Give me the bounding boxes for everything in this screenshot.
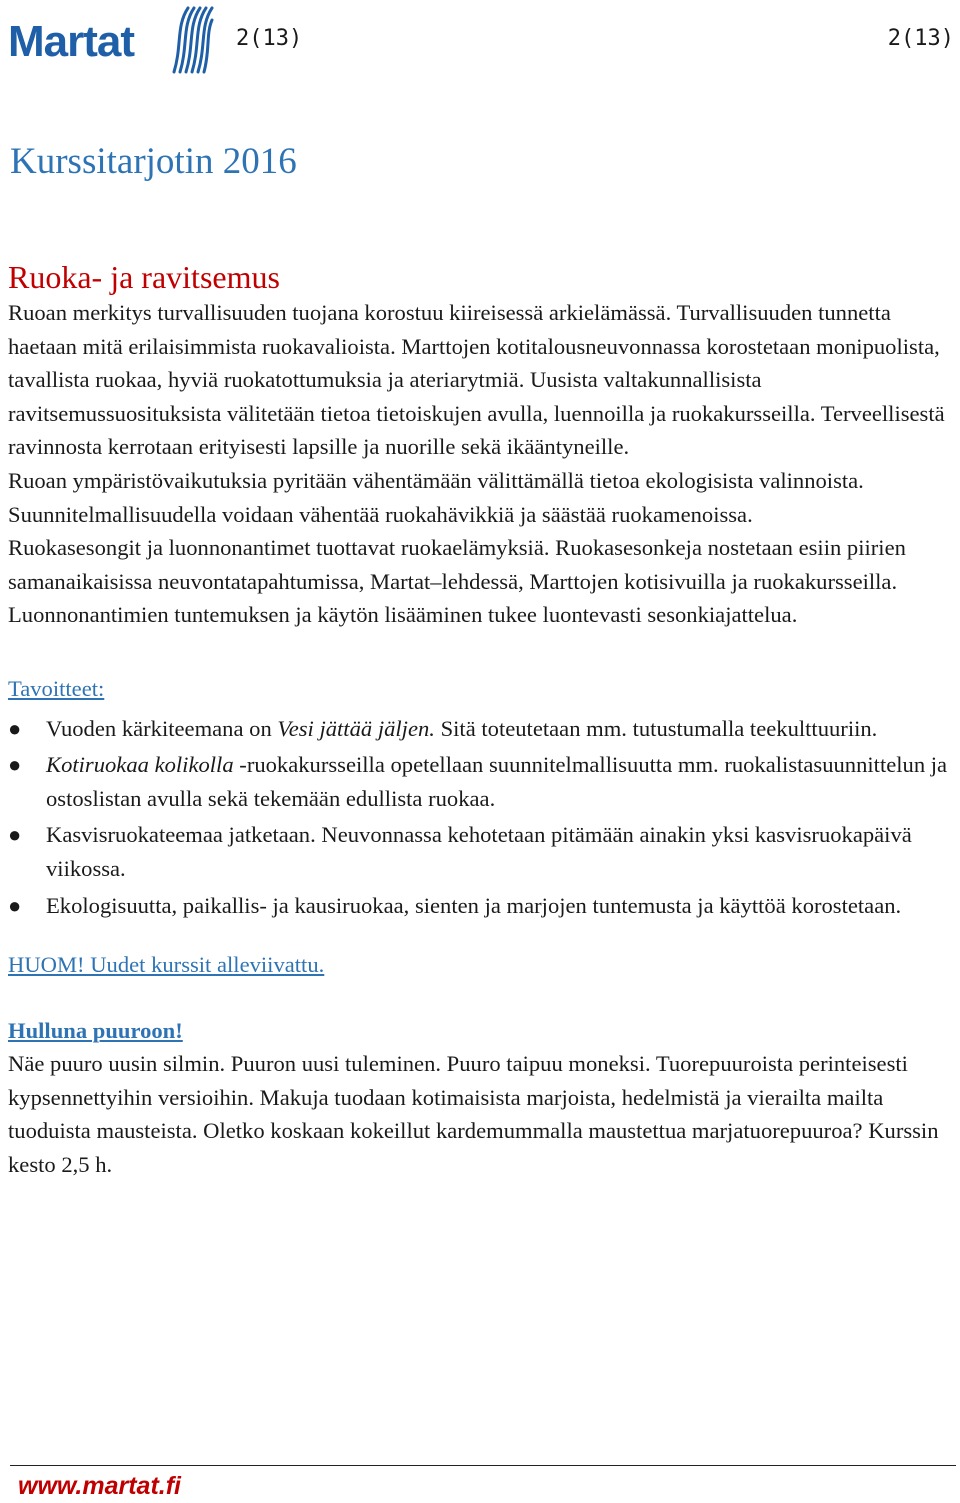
bullet-icon: ● [8, 752, 22, 778]
page-number: 2(13) [887, 26, 954, 51]
goal-text: Kasvisruokateemaa jatketaan. Neuvonnassa kehotetaan pitämään ainakin yksi kasvisruokapäivä viikossa. [46, 822, 912, 881]
list-item [8, 748, 948, 815]
course-title: Hulluna puuroon! [8, 1017, 183, 1043]
bullet-icon: ● [8, 715, 22, 741]
bullet-icon: ● [8, 822, 22, 848]
seasons-paragraph: Ruokasesongit ja luonnonantimet tuottavat ruokaelämyksiä. Ruokasesonkeja nostetaan esiin piirien samanaikaisissa neuvontatapahtumissa, Martat–lehdessä, Marttojen kotisivuilla ja ruokakursseilla. Luonnonantimien tuntemuksen ja käytön lisääminen tukee luontevasti sesonkiajattelua. [8, 535, 906, 628]
goal-text: Vuoden kärkiteemana on [46, 715, 278, 741]
list-item [8, 889, 948, 923]
goal-theme: Vesi jättää jäljen. [277, 715, 435, 741]
goal-course-name: Kotiruokaa kolikolla [46, 752, 234, 778]
list-item [8, 712, 948, 746]
logo-mark-icon [168, 6, 214, 74]
bullet-icon: ● [8, 892, 22, 918]
goal-text: Sitä toteutetaan mm. tutustumalla teekulttuuriin. [434, 715, 878, 741]
course-description: Näe puuro uusin silmin. Puuron uusi tuleminen. Puuro taipuu moneksi. Tuorepuuroista perinteisesti kypsennettyihin versioihin. Makuja tuodaan kotimaisista marjoista, hedelmistä ja vierailta mailta tuoduista mausteista. Oletko koskaan kokeillut kardemummalla maustettua marjatuorepuuroa? Kurssin kesto 2,5 h. [8, 1051, 939, 1178]
new-courses-note: HUOM! Uudet kurssit alleviivattu. [8, 952, 325, 978]
goal-text: Ekologisuutta, paikallis- ja kausiruokaa, sienten ja marjojen tuntemusta ja käyttöä korostetaan. [46, 892, 902, 918]
footer-website-link[interactable]: www.martat.fi [18, 1472, 181, 1500]
list-item [8, 818, 948, 885]
goal-text: -ruokakursseilla opetellaan suunnitelmallisuutta mm. ruokalistasuunnittelun ja ostoslistan avulla sekä tekemään edullista ruokaa. [46, 752, 948, 811]
document-title: Kurssitarjotin 2016 [10, 141, 297, 182]
footer-divider [10, 1465, 956, 1466]
goals-heading: Tavoitteet: [8, 675, 105, 701]
main-content [8, 258, 948, 1182]
page-number: 2(13) [236, 26, 303, 51]
logo-text: Martat [8, 17, 135, 66]
martat-logo [8, 6, 208, 74]
section-title: Ruoka- ja ravitsemus [8, 259, 280, 295]
goals-list [8, 712, 948, 923]
environment-paragraph: Ruoan ympäristövaikutuksia pyritään vähentämään välittämällä tietoa ekologisista valinnoista. Suunnitelmallisuudella voidaan vähentää ruokahävikkiä ja säästää ruokamenoissa. [8, 467, 864, 527]
intro-paragraph: Ruoan merkitys turvallisuuden tuojana korostuu kiireisessä arkielämässä. Turvallisuuden tunnetta haetaan mitä erilaisimmista ruokavalioista. Marttojen kotitalousneuvonnassa korostetaan monipuolista, tavallista ruokaa, hyviä ruokatottumuksia ja ateriarytmiä. Uusista valtakunnallisista ravitsemussuosituksista välitetään tietoa tietoiskujen avulla, luennoilla ja ruokakursseilla. Terveellisestä ravinnosta kerrotaan erityisesti lapsille ja nuorille sekä ikääntyneille. [8, 300, 945, 460]
page-header [0, 0, 960, 80]
